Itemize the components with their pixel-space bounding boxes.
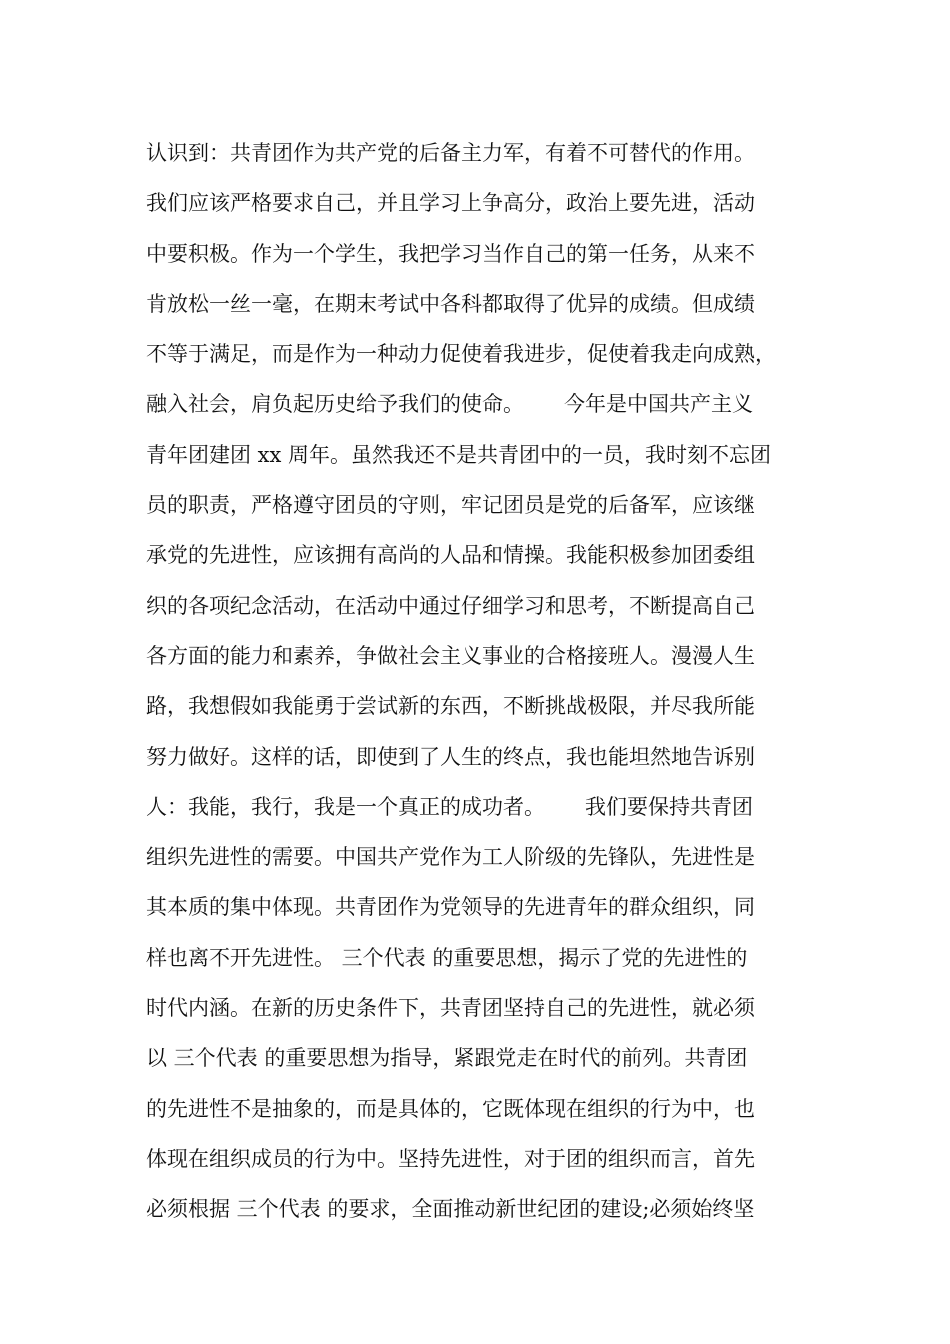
text-line: 织的各项纪念活动，在活动中通过仔细学习和思考，不断提高自己 xyxy=(146,593,755,618)
text-line: 以 三个代表 的重要思想为指导，紧跟党走在时代的前列。共青团 xyxy=(146,1046,748,1071)
text-line: 中要积极。作为一个学生，我把学习当作自己的第一任务，从来不 xyxy=(146,241,755,266)
text-line: 路，我想假如我能勇于尝试新的东西，不断挑战极限，并尽我所能 xyxy=(146,694,755,719)
text-line: 努力做好。这样的话，即使到了人生的终点，我也能坦然地告诉别 xyxy=(146,744,755,769)
text-line: 组织先进性的需要。中国共产党作为工人阶级的先锋队，先进性是 xyxy=(146,845,755,870)
text-line: 融入社会，肩负起历史给予我们的使命。 今年是中国共产主义 xyxy=(146,392,754,417)
text-line: 我们应该严格要求自己，并且学习上争高分，政治上要先进，活动 xyxy=(146,191,755,216)
text-line: 人：我能，我行，我是一个真正的成功者。 我们要保持共青团 xyxy=(146,794,754,819)
text-line: 肯放松一丝一毫，在期末考试中各科都取得了优异的成绩。但成绩 xyxy=(146,291,755,316)
text-line: 必须根据 三个代表 的要求，全面推动新世纪团的建设;必须始终坚 xyxy=(146,1197,755,1222)
text-line: 承党的先进性，应该拥有高尚的人品和情操。我能积极参加团委组 xyxy=(146,543,755,568)
text-line: 青年团建团 xx 周年。虽然我还不是共青团中的一员，我时刻不忘团 xyxy=(146,442,772,467)
text-line: 体现在组织成员的行为中。坚持先进性，对于团的组织而言，首先 xyxy=(146,1146,755,1171)
text-line: 的先进性不是抽象的，而是具体的，它既体现在组织的行为中，也 xyxy=(146,1096,755,1121)
text-line: 员的职责，严格遵守团员的守则，牢记团员是党的后备军，应该继 xyxy=(146,493,755,518)
text-line: 认识到：共青团作为共产党的后备主力军，有着不可替代的作用。 xyxy=(146,141,755,165)
text-line: 时代内涵。在新的历史条件下，共青团坚持自己的先进性，就必须 xyxy=(146,996,755,1021)
text-line: 其本质的集中体现。共青团作为党领导的先进青年的群众组织，同 xyxy=(146,895,755,920)
text-line: 不等于满足，而是作为一种动力促使着我进步，促使着我走向成熟， xyxy=(146,342,776,367)
text-line: 各方面的能力和素养，争做社会主义事业的合格接班人。漫漫人生 xyxy=(146,643,755,668)
body-text xyxy=(146,128,816,1235)
text-line: 样也离不开先进性。 三个代表 的重要思想，揭示了党的先进性的 xyxy=(146,945,748,970)
